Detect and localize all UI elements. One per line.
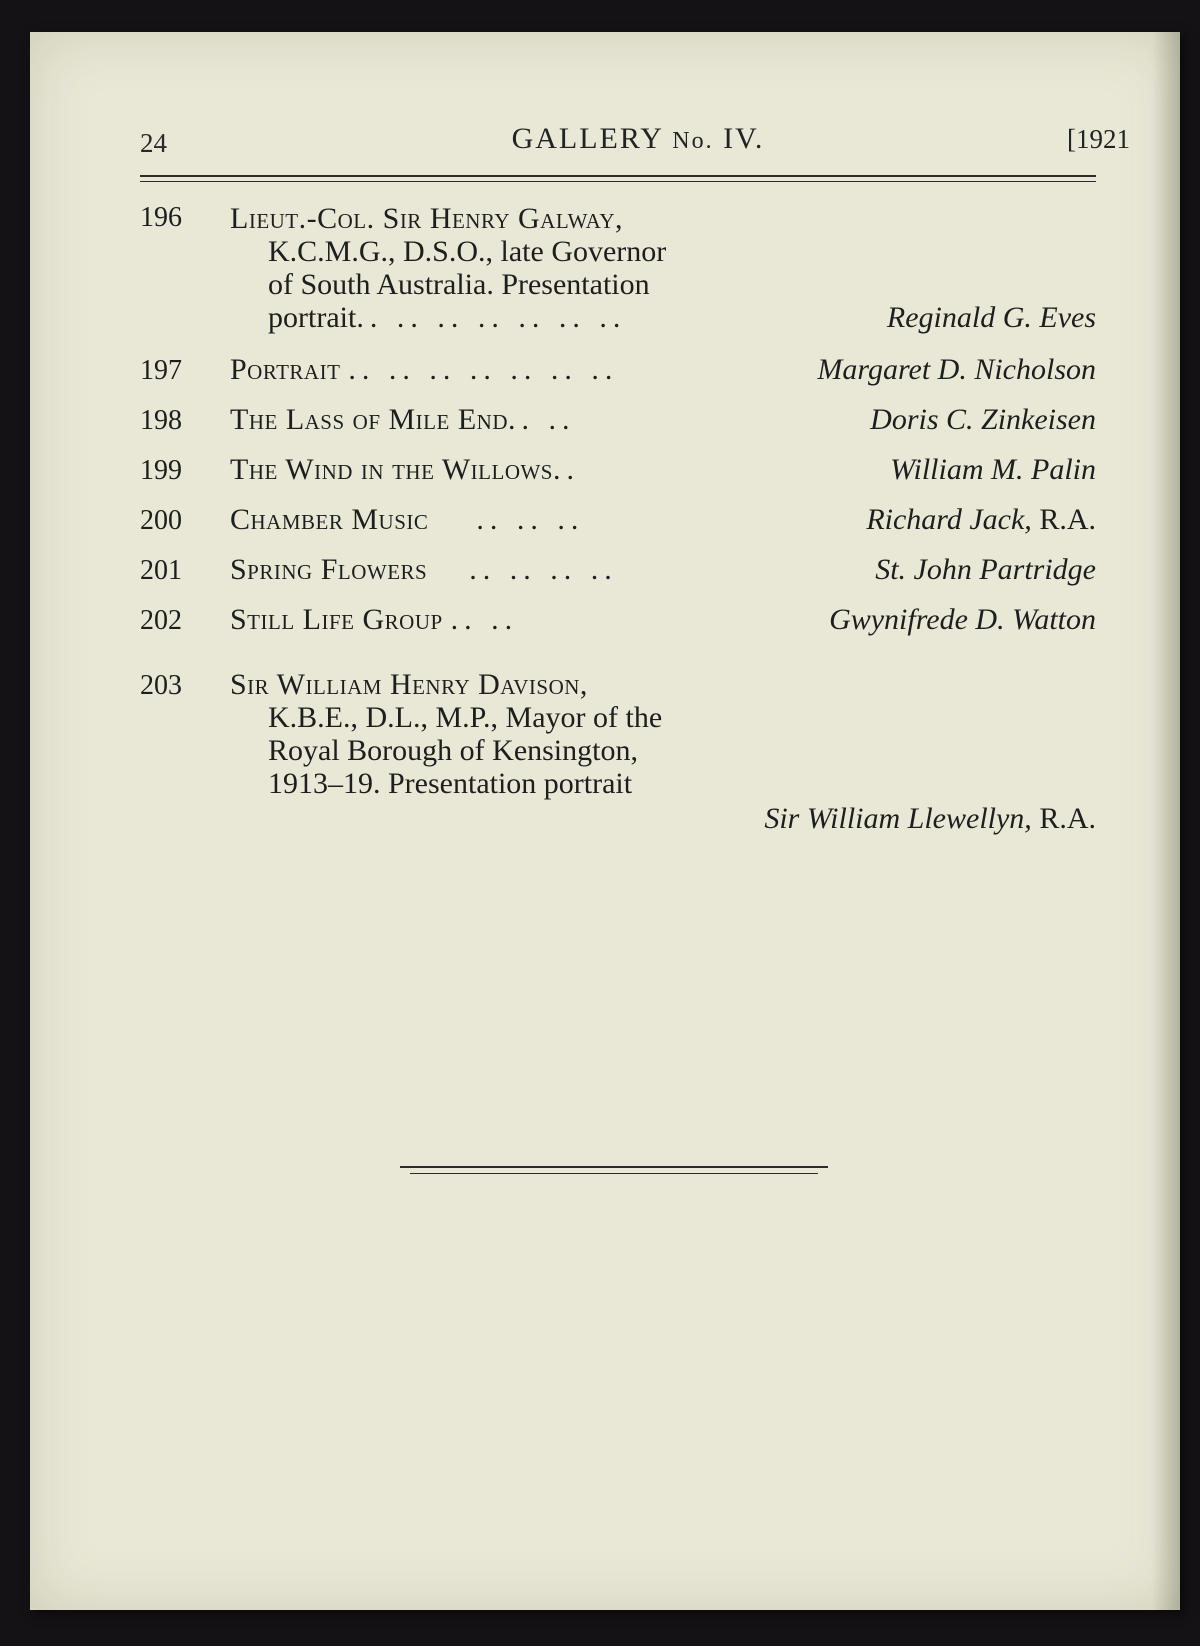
entry-number: 202 <box>140 605 182 636</box>
entry-title-text: Still Life Group <box>230 603 443 636</box>
entry-desc-text: portrait <box>268 301 357 334</box>
entry-number: 200 <box>140 505 182 536</box>
entry-number: 203 <box>140 670 182 701</box>
entry-number: 198 <box>140 405 182 436</box>
page-number: 24 <box>140 128 167 158</box>
page-edge-shadow <box>1152 32 1180 1610</box>
entry-number: 201 <box>140 555 182 586</box>
entry-artist-suffix: R.A. <box>1039 503 1096 536</box>
entry-title <box>230 553 618 587</box>
entry-title <box>230 503 584 537</box>
entry-desc-line: of South Australia. Presentation <box>268 268 650 301</box>
running-title <box>140 122 1136 156</box>
entry-artist-suffix: R.A. <box>1039 802 1096 835</box>
entry-title <box>230 453 580 487</box>
entry-desc-line: 1913–19. Presentation portrait <box>268 767 633 800</box>
entry-title <box>230 353 618 387</box>
entry-artist: Doris C. Zinkeisen <box>870 403 1096 436</box>
entry-title-text: The Lass of Mile End <box>230 403 508 436</box>
leader-dots: .. .. <box>450 603 519 636</box>
entry-artist: William M. Palin <box>890 453 1096 486</box>
entry-artist: Margaret D. Nicholson <box>817 353 1096 386</box>
entry-title: Sir William Henry Davison, <box>230 668 588 701</box>
entry-artist-name: Sir William Llewellyn, <box>764 802 1032 835</box>
catalogue-entry <box>140 453 1096 493</box>
entry-artist <box>866 503 1096 537</box>
page-header <box>140 98 1136 158</box>
end-rule <box>400 1166 828 1168</box>
catalogue-entry <box>140 553 1096 593</box>
header-rule <box>140 175 1096 177</box>
entry-desc-line: Royal Borough of Kensington, <box>268 734 638 767</box>
catalogue-entry <box>140 503 1096 543</box>
running-title-main: GALLERY <box>511 122 663 155</box>
entry-desc-line: K.C.M.G., D.S.O., late Governor <box>268 235 667 268</box>
running-title-no: No. <box>672 128 714 154</box>
leader-dots: .. .. .. .. .. .. .. <box>348 353 619 386</box>
entry-artist: Reginald G. Eves <box>886 301 1096 334</box>
running-title-num: IV. <box>723 122 765 155</box>
entry-artist <box>764 802 1096 836</box>
leader-dots: .. .. .. <box>476 503 585 536</box>
catalogue-entry <box>140 603 1096 643</box>
entry-title-text: The Wind in the Willows <box>230 453 553 486</box>
header-rule-thin <box>140 181 1096 182</box>
entry-title <box>230 603 518 637</box>
catalogue-entry <box>140 202 1096 342</box>
catalogue-entry <box>140 668 1096 838</box>
running-year: [1921 <box>1067 124 1130 154</box>
entry-title <box>230 403 576 437</box>
entry-description <box>230 668 810 800</box>
entry-artist-name: Richard Jack, <box>866 503 1032 536</box>
catalogue-entry <box>140 403 1096 443</box>
entry-artist: Gwynifrede D. Watton <box>829 603 1096 636</box>
catalogue-entry <box>140 353 1096 393</box>
entry-desc-line <box>230 301 810 334</box>
entry-number: 196 <box>140 202 182 233</box>
entry-description <box>230 202 810 334</box>
entry-title-text: Portrait <box>230 353 341 386</box>
entry-desc-line: K.B.E., D.L., M.P., Mayor of the <box>268 701 663 734</box>
entry-title-text: Spring Flowers <box>230 553 428 586</box>
entry-title: Lieut.-Col. Sir Henry Galway, <box>230 202 623 235</box>
entry-artist: St. John Partridge <box>875 553 1096 586</box>
entry-title-text: Chamber Music <box>230 503 429 536</box>
end-rule-thin <box>410 1173 818 1174</box>
leader-dots: .. .. .. .. .. .. .. <box>356 301 627 334</box>
leader-dots: .. .. <box>508 403 576 436</box>
entry-number: 197 <box>140 355 182 386</box>
leader-dots: .. .. .. .. <box>469 553 618 586</box>
leader-dots: .. <box>552 453 580 486</box>
entry-number: 199 <box>140 455 182 486</box>
